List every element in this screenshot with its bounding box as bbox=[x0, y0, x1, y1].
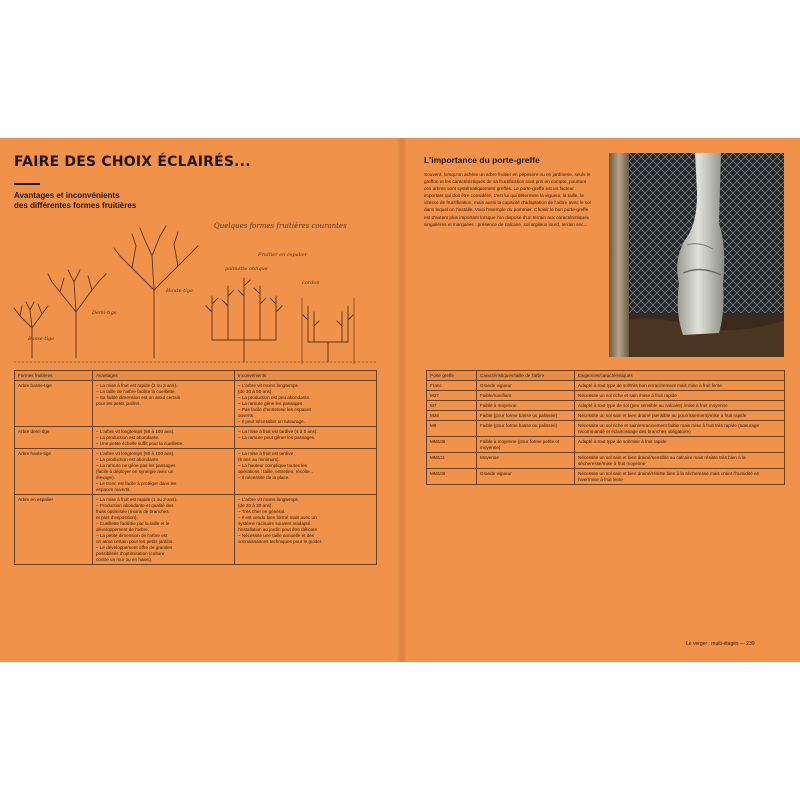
table-row bbox=[427, 421, 785, 437]
table-row bbox=[427, 411, 785, 421]
form-cell: Arbre basse-tige bbox=[15, 381, 93, 427]
cell-line: – Très cher en général. bbox=[238, 508, 286, 514]
table-header-row bbox=[15, 371, 377, 381]
cell-line: – La production est abondante. bbox=[96, 456, 160, 462]
table-row bbox=[427, 381, 785, 391]
disadvantages-cell bbox=[235, 449, 377, 495]
cell-line: – Il est vendu bien formé mais avec un bbox=[238, 514, 317, 520]
form-cell: Arbre demi-tige bbox=[15, 427, 93, 449]
page-title: FAIRE DES CHOIX ÉCLAIRÉS... bbox=[14, 154, 251, 170]
table-row bbox=[427, 453, 785, 469]
header-cell: Avantages bbox=[93, 371, 235, 381]
rootstock-cell: M9 bbox=[427, 421, 477, 437]
cell-line: – La ramure ne gêne pas les passages bbox=[96, 462, 176, 468]
label-demi-tige: Demi-tige bbox=[92, 310, 117, 316]
section-body: Souvent, lorsqu'on achète un arbre fruitier en pépinière ou en jardinerie, seuls le greffon et les caractéristiques de sa fructification sont pris en compte, pourtant ces arbres sont systématiquement greffés. Le porte-greffe est un facteur important qui doit être considéré, c'est lui qui détermine la vigueur, la taille, la vitesse de fructification, mais aussi la capacité d'adaptation de l'arbre avec le sol dans lequel on l'installe. Voici l'exemple du pommier. Choisir le bon porte-greffe est d'autant plus important lorsque l'on dispose d'un terrain aux caractéristiques singulières et marquées : présence de calcaire, sol argileux lourd, terrain sec... bbox=[424, 172, 591, 227]
cell-line: un atout certain pour les petits jardins. bbox=[96, 538, 174, 544]
fruit-tree-forms-illustration bbox=[8, 216, 384, 366]
grafted-trunk-photo bbox=[609, 153, 784, 357]
cell-line: opérations : taille, entretien, récolte... bbox=[238, 468, 314, 474]
cell-line: – L'arbre vit moins longtemps bbox=[238, 382, 298, 388]
cell-line: (5 ans au minimum). bbox=[238, 456, 280, 462]
size-cell: Grande vigueur bbox=[477, 381, 575, 391]
cell-line: espaces ouverts. bbox=[96, 486, 131, 492]
advantages-cell bbox=[93, 381, 235, 427]
requirements-cell: Nécessite un sol riche et sain /mise à fruit rapide bbox=[575, 391, 785, 401]
rootstock-cell: MM111 bbox=[427, 453, 477, 469]
disadvantages-cell bbox=[235, 495, 377, 565]
advantages-cell bbox=[93, 495, 235, 565]
cell-line: ouverts. bbox=[238, 412, 255, 418]
cell-line: – La ramure peut gêner les passages. bbox=[238, 434, 316, 440]
book-spread bbox=[0, 138, 800, 662]
table-row bbox=[15, 381, 377, 427]
label-palmette: palmette oblique bbox=[225, 266, 268, 272]
disadvantages-cell bbox=[235, 381, 377, 427]
cell-line: fruits optimisée (moins de branches bbox=[96, 508, 169, 514]
size-cell: Faible/nanifiant bbox=[477, 391, 575, 401]
requirements-cell: Adapté à tout type de sol/très bon enracinement mais mise à fruit lente bbox=[575, 381, 785, 391]
rootstock-cell: Franc bbox=[427, 381, 477, 391]
size-cell: Faible (pour forme basse ou palisséé) bbox=[477, 421, 575, 437]
table-row bbox=[427, 437, 785, 453]
table-row bbox=[427, 469, 785, 485]
rootstock-cell: M27 bbox=[427, 391, 477, 401]
cell-line: (de 30 à 50 ans). bbox=[238, 388, 273, 394]
requirements-cell: Nécessite un sol riche et sain/enracinement faible mais mise à fruit très rapide (tuteurage recommandé et éclaircissage des branches obligatoire) bbox=[575, 421, 785, 437]
cell-line: – La mise à fruit est tardive bbox=[238, 450, 294, 456]
cell-line: contre un mur ou en haies). bbox=[96, 556, 153, 562]
cell-line: possibilités d'optimisation (culture bbox=[96, 550, 165, 556]
form-cell: Arbre en espalier bbox=[15, 495, 93, 565]
illustration-title: Quelques formes fruitières courantes bbox=[214, 222, 347, 230]
cell-line: – La hauteur complique toutes les bbox=[238, 462, 307, 468]
label-espalier: Fruitier en espalier bbox=[258, 252, 308, 258]
header-cell: Exigences/caractéristiques bbox=[575, 371, 785, 381]
size-cell: Faible (pour forme basse ou palisséé) bbox=[477, 411, 575, 421]
requirements-cell: Nécessite un sol sain et bien drainé/résiste bien à la sécheresse mais craint l'humidité en hiver/mise à fruit lente bbox=[575, 469, 785, 485]
label-basse-tige: Basse-tige bbox=[28, 336, 55, 342]
form-cell: Arbre haute-tige bbox=[15, 449, 93, 495]
section-title: L'importance du porte-greffe bbox=[424, 155, 540, 165]
size-cell: Grande vigueur bbox=[477, 469, 575, 485]
requirements-cell: Nécessite un sol sain et bien drainé/sensible au calcaire mais résiste très bien à la sécheresse/mise à fruit moyenne bbox=[575, 453, 785, 469]
cell-line: – Production abondante et qualité des bbox=[96, 502, 174, 508]
rootstock-cell: M26 bbox=[427, 411, 477, 421]
page-subtitle bbox=[14, 191, 214, 211]
cell-line: – Le développement offre de grandes bbox=[96, 544, 173, 550]
table-row bbox=[427, 401, 785, 411]
cell-line: – L'arbre vit moins longtemps bbox=[238, 496, 298, 502]
cell-line: – Sa faible dimension est un atout certain bbox=[96, 394, 181, 400]
requirements-cell: Adapté à tout type de sol/mise à fruit rapide bbox=[575, 437, 785, 453]
cell-line: – L'arbre vit longtemps (50 à 100 ans). bbox=[96, 428, 175, 434]
cell-line: – La mise à fruit est rapide (1 ou 2 ans). bbox=[96, 496, 178, 502]
label-haute-tige: Haute-tige bbox=[166, 288, 193, 294]
page-gutter bbox=[398, 138, 406, 662]
cell-line: – Il peut nécessiter un tuteurage. bbox=[238, 418, 305, 424]
rootstock-cell: MM109 bbox=[427, 469, 477, 485]
cell-line: – Une petite échelle suffit pour la cueillette. bbox=[96, 440, 184, 446]
header-cell: Inconvénients bbox=[235, 371, 377, 381]
cell-line: – La taille de l'arbre facilite la cueillette. bbox=[96, 388, 176, 394]
cell-line: – Il nécessite de la place. bbox=[238, 474, 290, 480]
header-cell: Caractéristiques/taille de l'arbre bbox=[477, 371, 575, 381]
cell-line: – Le tronc est facile à protéger dans les bbox=[96, 480, 177, 486]
cell-line: développement de l'arbre. bbox=[96, 526, 149, 532]
cell-line: – La production est peu abondante. bbox=[238, 394, 311, 400]
table-row bbox=[15, 495, 377, 565]
rootstock-table bbox=[426, 370, 785, 485]
table-row bbox=[15, 427, 377, 449]
cell-line: – La petite dimension de l'arbre est bbox=[96, 532, 168, 538]
cell-line: – Nécessite une taille annuelle et des bbox=[238, 532, 315, 538]
cell-line: – La production est abondante. bbox=[96, 434, 160, 440]
cell-line: système racinaire souvent inadapté, bbox=[238, 520, 312, 526]
title-rule bbox=[14, 183, 40, 185]
cell-line: élevage). bbox=[96, 474, 115, 480]
header-cell: Formes fruitières bbox=[15, 371, 93, 381]
photo-graft bbox=[609, 153, 784, 357]
requirements-cell: Adapté à tout type de sol (peu sensible au calcaire) /mise à fruit moyenne bbox=[575, 401, 785, 411]
advantages-cell bbox=[93, 427, 235, 449]
rootstock-cell: M7 bbox=[427, 401, 477, 411]
size-cell: Faible à moyenne bbox=[477, 401, 575, 411]
disadvantages-cell bbox=[235, 427, 377, 449]
rootstock-cell: MM106 bbox=[427, 437, 477, 453]
cell-line: – Cueillette facilitée par la taille et le bbox=[96, 520, 170, 526]
cell-line: – Pas facile d'entretenir les espaces bbox=[238, 406, 312, 412]
cell-line: – La ramure gêne les passages. bbox=[238, 400, 304, 406]
cell-line: – L'arbre vit longtemps (80 à 100 ans). bbox=[96, 450, 175, 456]
size-cell: Moyenne bbox=[477, 453, 575, 469]
table-row bbox=[427, 391, 785, 401]
header-cell: Porte greffe bbox=[427, 371, 477, 381]
cell-line: pour les petits jardins. bbox=[96, 400, 141, 406]
forms-table bbox=[14, 370, 377, 565]
cell-line: – La mise à fruit est tardive (4 à 5 ans). bbox=[238, 428, 318, 434]
cell-line: – La mise à fruit est rapide (2 ou 3 ans). bbox=[96, 382, 178, 388]
table-header-row bbox=[427, 371, 785, 381]
requirements-cell: Nécessite un sol sain et bien drainé (sensible au pourrissement)/mise à fruit rapide bbox=[575, 411, 785, 421]
cell-line: (de 20 à 30 ans). bbox=[238, 502, 273, 508]
label-cordon: cordon bbox=[302, 280, 320, 286]
cell-line: et plus d'exposition). bbox=[96, 514, 138, 520]
subtitle-line: Avantages et inconvénients bbox=[14, 191, 120, 200]
size-cell: Faible à moyenne (pour forme petite et moyenne) bbox=[477, 437, 575, 453]
advantages-cell bbox=[93, 449, 235, 495]
subtitle-line: des différentes formes fruitières bbox=[14, 201, 137, 210]
cell-line: connaissances techniques pour le guider. bbox=[238, 538, 323, 544]
page-footer: Le verger : multi-étagés — 239 bbox=[686, 641, 755, 647]
cell-line: l'installation au jardin peut être délicate. bbox=[238, 526, 319, 532]
table-row bbox=[15, 449, 377, 495]
cell-line: (facile à déployer en synergie avec un bbox=[96, 468, 174, 474]
